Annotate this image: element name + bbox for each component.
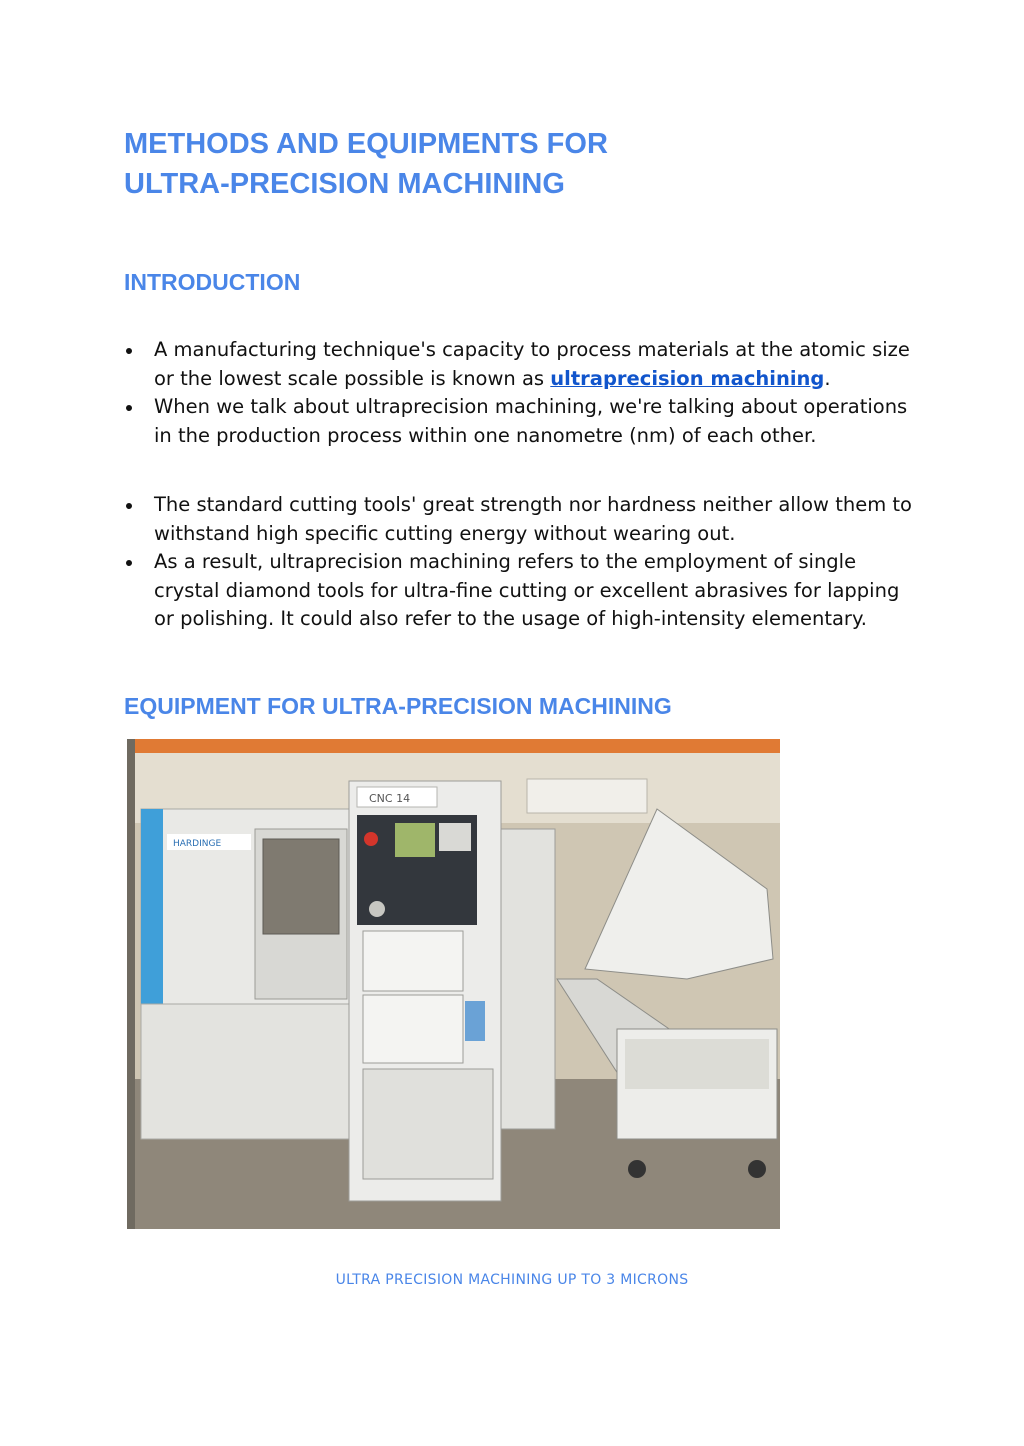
introduction-heading: INTRODUCTION (124, 269, 301, 295)
photo-caption: ULTRA PRECISION MACHINING UP TO 3 MICRONS (335, 1272, 689, 1288)
list-item-text: As a result, ultraprecision machining refers to the employment of single crystal diamond tools for ultra-fine cutting or excellent abrasives for lapping or polishing. It could also refer to the usage of high-intensity elementary. (154, 550, 900, 630)
cnc-machine-photo (127, 739, 780, 1229)
list-item-text-end: . (824, 366, 831, 390)
list-item-text: The standard cutting tools' great strength nor hardness neither allow them to withstand high specific cutting energy without wearing out. (154, 493, 912, 545)
list-item (124, 491, 914, 548)
brand-label: HARDINGE (173, 839, 222, 849)
machine-label: CNC 14 (369, 792, 411, 805)
ultraprecision-machining-link[interactable]: ultraprecision machining (550, 366, 825, 390)
title-line-2: ULTRA-PRECISION MACHINING (124, 168, 565, 200)
title-line-1: METHODS AND EQUIPMENTS FOR (124, 128, 608, 160)
introduction-list-1 (124, 336, 914, 450)
document-title (124, 124, 884, 204)
list-item (124, 393, 914, 450)
list-item-text: A manufacturing technique's capacity to process materials at the atomic size or the lowest scale possible is known as (154, 338, 910, 390)
introduction-list-2 (124, 491, 914, 634)
list-item (124, 336, 914, 393)
cnc-machine-illustration (127, 739, 780, 1229)
list-item-text: When we talk about ultraprecision machining, we're talking about operations in the production process within one nanometre (nm) of each other. (154, 395, 908, 447)
list-item (124, 548, 914, 634)
equipment-heading: EQUIPMENT FOR ULTRA-PRECISION MACHINING (124, 693, 672, 719)
